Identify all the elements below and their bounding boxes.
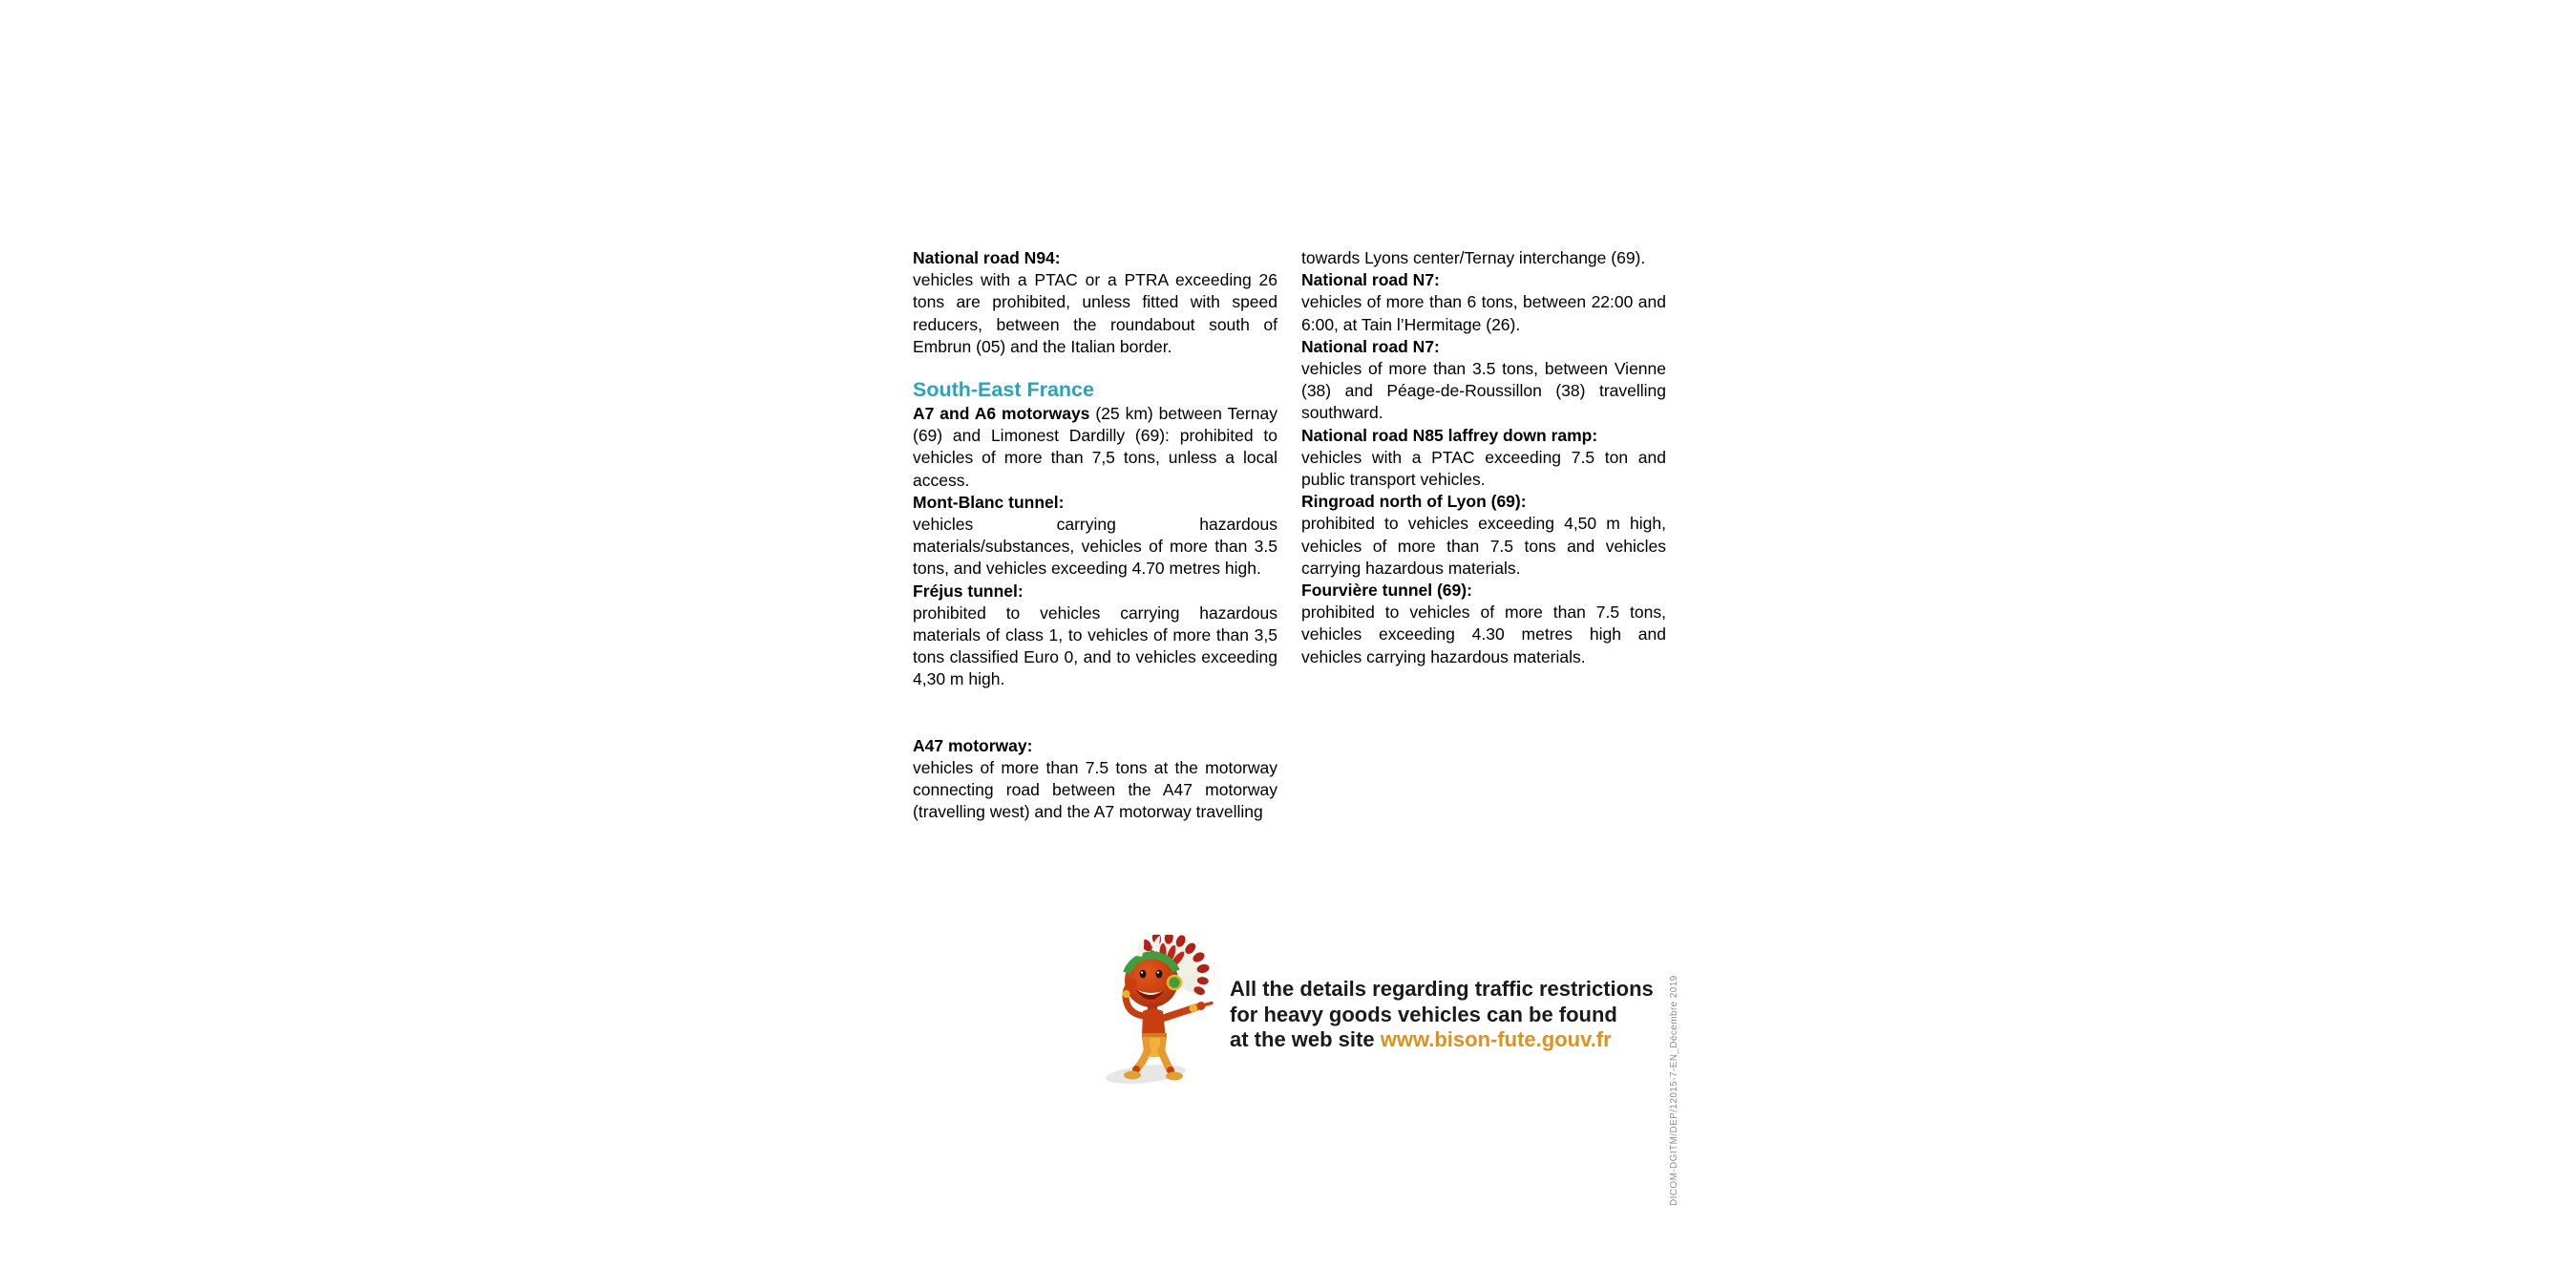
entry-title: A7 and A6 motorways — [913, 404, 1090, 424]
bison-fute-url-link[interactable]: www.bison-fute.gouv.fr — [1380, 1027, 1612, 1051]
entry-title: Fréjus tunnel: — [913, 581, 1024, 601]
restriction-entry — [1301, 425, 1666, 492]
entry-body: prohibited to vehicles of more than 7.5 tons, vehicles exceeding 4.30 metres high and vehicles carrying hazardous materials. — [1301, 602, 1666, 666]
entry-body: (25 km) between Ternay (69) and Limonest Dardilly (69): prohibited to vehicles of more than 7,5 tons, unless a local access. — [913, 404, 1277, 490]
restriction-entry — [913, 492, 1277, 581]
restriction-entry — [913, 247, 1277, 358]
restriction-entry — [913, 581, 1277, 691]
document-reference: DICOM-DGITM/DEP/12015-7-EN_Décembre 2019 — [1669, 975, 1679, 1206]
restriction-entry — [913, 403, 1277, 492]
restriction-entry — [913, 735, 1277, 824]
entry-title: National road N7: — [1301, 336, 1440, 356]
entry-title: A47 motorway: — [913, 735, 1033, 755]
entry-body: vehicles carrying hazardous materials/substances, vehicles of more than 3.5 tons, and vehicles exceeding 4.70 metres high. — [913, 515, 1277, 579]
entry-body: vehicles of more than 6 tons, between 22:00 and 6:00, at Tain l’Hermitage (26). — [1301, 292, 1666, 334]
footer-line-3-prefix: at the web site — [1230, 1027, 1381, 1051]
footer-line-3 — [1230, 1027, 1654, 1053]
entry-title: National road N85 laffrey down ramp: — [1301, 425, 1598, 445]
footer-note — [1230, 977, 1654, 1053]
entry-body: vehicles of more than 7.5 tons at the motorway connecting road between the A47 motorway (travelling west) and the A7 motorway travelling — [913, 757, 1277, 822]
entry-body: towards Lyons center/Ternay interchange (69). — [1301, 248, 1646, 267]
restriction-entry — [1301, 269, 1666, 336]
entry-body: prohibited to vehicles carrying hazardous materials of class 1, to vehicles of more than 3,5 tons classified Euro 0, and to vehicles exceeding 4,30 m high. — [913, 602, 1277, 689]
entry-title: Ringroad north of Lyon (69): — [1301, 492, 1527, 512]
entry-title: Mont-Blanc tunnel: — [913, 492, 1065, 512]
entry-body: vehicles with a PTAC or a PTRA exceeding 26 tons are prohibited, unless fitted with speed reducers, between the roundabout south of Embrun (05) and the Italian border. — [913, 270, 1277, 356]
entry-body: prohibited to vehicles exceeding 4,50 m high, vehicles of more than 7.5 tons and vehicles carrying hazardous materials. — [1301, 514, 1666, 578]
entry-title: National road N94: — [913, 248, 1061, 267]
region-heading: South-East France — [913, 378, 1094, 402]
entry-body: vehicles of more than 3.5 tons, between Vienne (38) and Péage-de-Roussillon (38) travelling southward. — [1301, 359, 1666, 423]
restriction-entry — [1301, 580, 1666, 668]
restriction-entry — [1301, 491, 1666, 580]
bison-fute-mascot-icon — [1106, 935, 1220, 1088]
footer-line-2: for heavy goods vehicles can be found — [1230, 1002, 1617, 1026]
continuation-paragraph — [1301, 247, 1666, 269]
entry-body: vehicles with a PTAC exceeding 7.5 ton and public transport vehicles. — [1301, 447, 1666, 490]
footer-line-1: All the details regarding traffic restrictions — [1230, 977, 1654, 1001]
entry-title: Fourvière tunnel (69): — [1301, 581, 1472, 601]
restriction-entry — [1301, 336, 1666, 425]
entry-title: National road N7: — [1301, 270, 1440, 290]
right-text-column — [1301, 247, 1666, 668]
left-text-column — [913, 247, 1277, 823]
